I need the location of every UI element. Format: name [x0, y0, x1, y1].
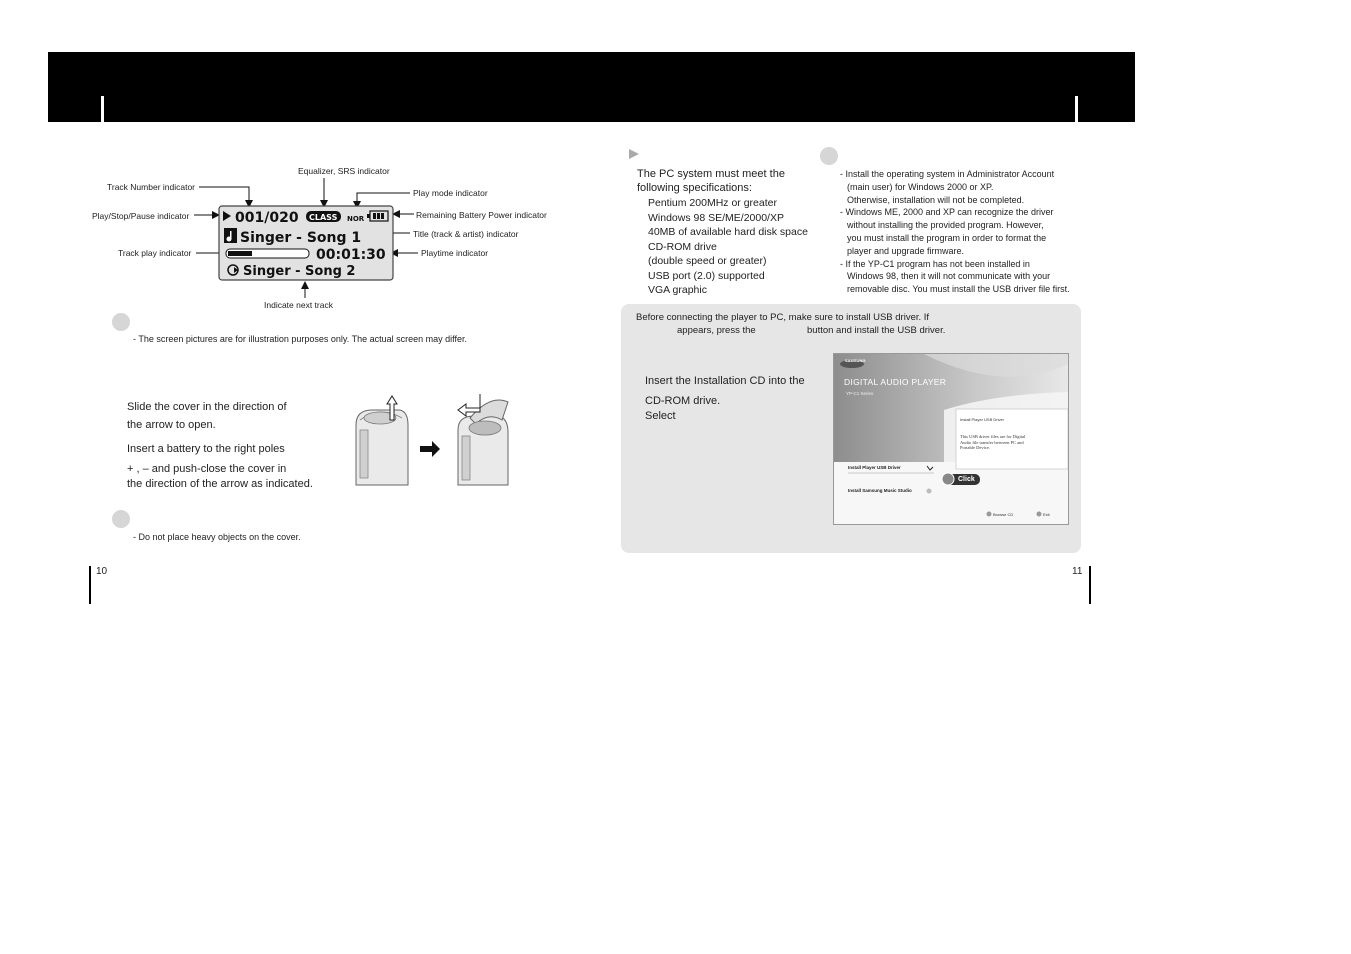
leader-track-number — [199, 187, 249, 206]
label-playtime: Playtime indicator — [421, 248, 489, 258]
requirement-item: 40MB of available hard disk space — [648, 226, 808, 238]
requirement-item: Windows 98 SE/ME/2000/XP — [648, 211, 784, 224]
notes-right — [840, 168, 1070, 296]
progress-fill — [228, 251, 252, 256]
cursor-hand-icon — [942, 473, 954, 485]
note-line: - If the YP-C1 program has not been installed in — [840, 258, 1030, 269]
note-line: removable disc. You must install the USB driver file first. — [847, 284, 1070, 295]
note-line: - Windows ME, 2000 and XP can recognize the driver — [840, 207, 1054, 218]
battery-cover-illustration — [350, 390, 515, 488]
label-track-number: Track Number indicator — [107, 182, 196, 192]
requirements-list — [648, 196, 808, 298]
label-track-play: Track play indicator — [118, 248, 192, 258]
installer-exit-button[interactable]: Exit — [1043, 512, 1050, 517]
installer-option-usb-driver[interactable]: Install Player USB Driver — [848, 465, 901, 470]
lcd-play-mode: NOR — [347, 215, 365, 223]
installer-box-text — [960, 434, 1025, 451]
label-title: Title (track & artist) indicator — [413, 229, 519, 239]
requirements-intro-1: The PC system must meet the — [637, 168, 785, 180]
note-heavy-objects: - Do not place heavy objects on the cover. — [133, 532, 301, 542]
label-equalizer: Equalizer, SRS indicator — [298, 166, 390, 176]
step1-line2: the arrow to open. — [127, 419, 216, 431]
installer-screenshot — [833, 353, 1069, 525]
label-next-track: Indicate next track — [264, 300, 333, 310]
panel-line2a: appears, press the — [677, 325, 756, 336]
note-line: Windows 98, then it will not communicate with your — [847, 271, 1051, 282]
lcd-song2: Singer - Song 2 — [243, 264, 356, 279]
step2-line1: Insert a battery to the right poles — [127, 443, 285, 455]
panel-step2: Select — [645, 410, 676, 422]
label-play-stop-pause: Play/Stop/Pause indicator — [92, 211, 190, 221]
note-bullet-2 — [112, 510, 130, 528]
lcd-diagram — [0, 0, 560, 320]
page-number-right: 11 — [1072, 566, 1083, 577]
requirement-item: Pentium 200MHz or greater — [648, 197, 777, 209]
lcd-song1: Singer - Song 1 — [240, 230, 362, 246]
section-triangle-icon — [628, 148, 640, 160]
page-marker-left — [89, 566, 91, 604]
requirement-item: CD-ROM drive — [648, 240, 717, 253]
note-line: you must install the program in order to format the — [847, 232, 1047, 243]
panel-line1: Before connecting the player to PC, make sure to install USB driver. If — [636, 312, 930, 323]
requirement-item: USB port (2.0) supported — [648, 269, 765, 282]
installer-box-text-line: Portable Device. — [960, 445, 990, 450]
installer-box-text-line: This USB driver files are for Digital — [960, 434, 1026, 439]
installer-box-text-line: Audio file transfer between PC and — [960, 439, 1024, 445]
panel-step1b: CD-ROM drive. — [645, 395, 721, 407]
right-arrow-icon — [420, 441, 440, 457]
requirement-item: (double speed or greater) — [648, 255, 767, 267]
installer-brand: SAMSUNG — [845, 358, 866, 363]
requirement-item: VGA graphic — [648, 284, 707, 296]
installer-model: YP-C1 Series — [846, 391, 874, 396]
step2-line3: the direction of the arrow as indicated. — [127, 478, 313, 490]
leader-play-mode — [357, 193, 410, 207]
step2-line2: + , – and push-close the cover in — [127, 463, 287, 475]
installer-box-title: Install Player USB Driver — [960, 417, 1005, 422]
note-line: player and upgrade firmware. — [847, 245, 965, 256]
label-play-mode: Play mode indicator — [413, 188, 488, 198]
note-line: - Install the operating system in Administrator Account — [840, 169, 1055, 179]
note-screen-illustration: - The screen pictures are for illustration purposes only. The actual screen may differ. — [133, 334, 467, 344]
note-line: Otherwise, installation will not be completed. — [847, 194, 1025, 205]
note-line: (main user) for Windows 2000 or XP. — [847, 181, 994, 192]
lcd-eq-mode: CLASS — [309, 213, 338, 222]
panel-line2b: button and install the USB driver. — [807, 325, 946, 336]
label-battery: Remaining Battery Power indicator — [416, 210, 547, 220]
note-bullet-1 — [112, 313, 130, 331]
page-number-left: 10 — [96, 566, 108, 577]
lcd-time: 00:01:30 — [316, 247, 386, 263]
note-bullet-3 — [820, 147, 838, 165]
header-right-tick — [1075, 96, 1078, 122]
installer-title: DIGITAL AUDIO PLAYER — [844, 377, 947, 387]
requirements-intro-2: following specifications: — [637, 182, 752, 194]
panel-step1: Insert the Installation CD into the — [645, 375, 805, 387]
installer-browse-button[interactable]: Browse CD — [993, 512, 1014, 517]
installer-click-label: Click — [958, 476, 975, 483]
installer-option-music-studio[interactable]: Install Samsung Music Studio — [848, 488, 912, 493]
page-marker-right — [1089, 566, 1091, 604]
note-line: without installing the provided program. However, — [847, 220, 1044, 231]
step1-line1: Slide the cover in the direction of — [127, 401, 287, 413]
lcd-track-counter: 001/020 — [235, 210, 299, 226]
